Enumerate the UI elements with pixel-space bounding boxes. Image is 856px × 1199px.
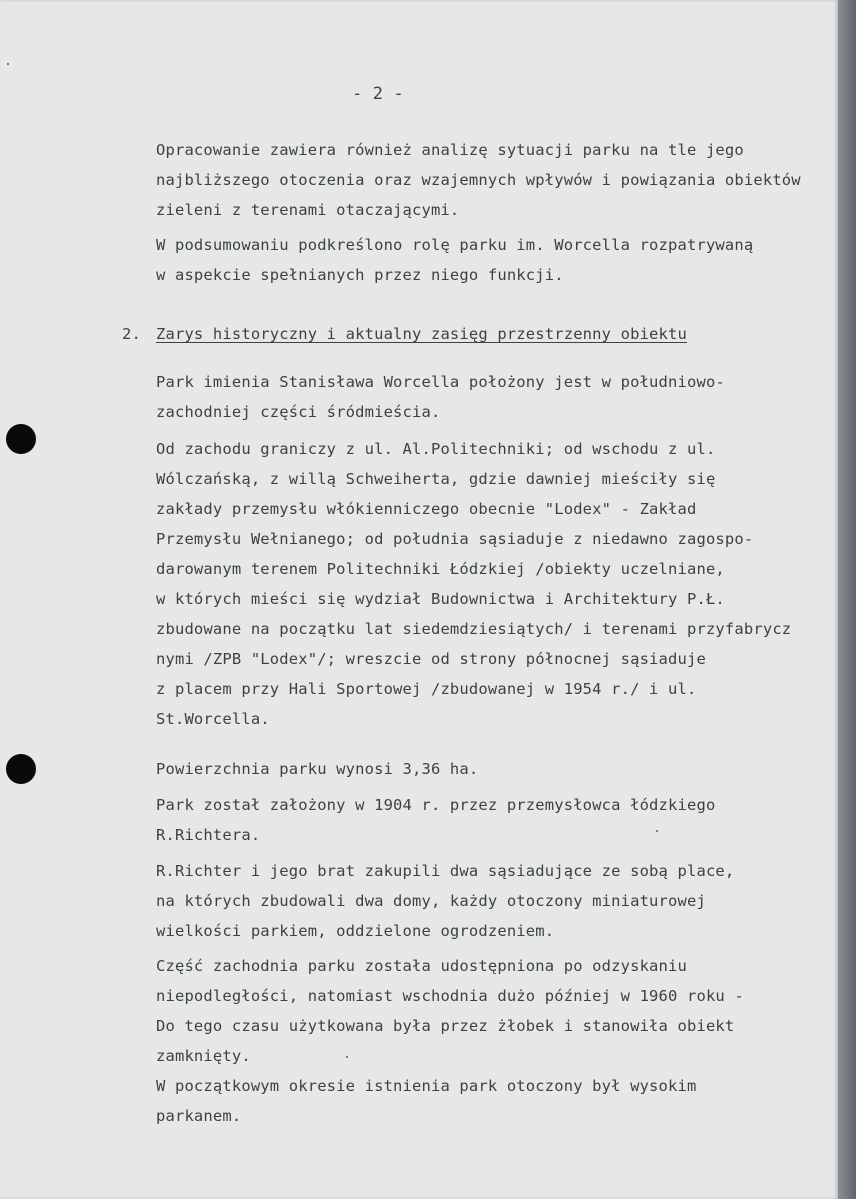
- section-heading: Zarys historyczny i aktualny zasięg przestrzenny obiektu: [156, 325, 687, 343]
- page-number: - 2 -: [352, 84, 404, 104]
- body-p4-line: Park został założony w 1904 r. przez przemysłowca łódzkiego: [156, 796, 716, 814]
- body-p6-line: zamknięty.: [156, 1047, 251, 1065]
- body-p6-line: Część zachodnia parku została udostępniona po odzyskaniu: [156, 957, 687, 975]
- paper-speck: [346, 1056, 348, 1058]
- intro-p1-line: najbliższego otoczenia oraz wzajemnych wpływów i powiązania obiektów: [156, 171, 801, 189]
- body-p2-line: z placem przy Hali Sportowej /zbudowanej w 1954 r./ i ul.: [156, 680, 697, 698]
- body-p5-line: R.Richter i jego brat zakupili dwa sąsiadujące ze sobą place,: [156, 862, 735, 880]
- body-p2-line: darowanym terenem Politechniki Łódzkiej /obiekty uczelniane,: [156, 560, 725, 578]
- intro-p2-line: W podsumowaniu podkreślono rolę parku im. Worcella rozpatrywaną: [156, 236, 754, 254]
- paper-speck: [7, 63, 9, 65]
- body-p5-line: na których zbudowali dwa domy, każdy otoczony miniaturowej: [156, 892, 706, 910]
- body-p1-line: zachodniej części śródmieścia.: [156, 403, 441, 421]
- punch-hole-top: [6, 424, 36, 454]
- intro-p2-line: w aspekcie spełnianych przez niego funkcji.: [156, 266, 564, 284]
- body-p3-line: Powierzchnia parku wynosi 3,36 ha.: [156, 760, 479, 778]
- body-p7-line: parkanem.: [156, 1107, 242, 1125]
- section-number: 2.: [122, 325, 141, 343]
- body-p7-line: W początkowym okresie istnienia park otoczony był wysokim: [156, 1077, 697, 1095]
- body-p2-line: nymi /ZPB "Lodex"/; wreszcie od strony północnej sąsiaduje: [156, 650, 706, 668]
- body-p2-line: Wólczańską, z willą Schweiherta, gdzie dawniej mieściły się: [156, 470, 716, 488]
- page-edge-shadow: [838, 0, 856, 1199]
- body-p2-line: Przemysłu Wełnianego; od południa sąsiaduje z niedawno zagospo-: [156, 530, 754, 548]
- body-p1-line: Park imienia Stanisława Worcella położony jest w południowo-: [156, 373, 725, 391]
- body-p2-line: zbudowane na początku lat siedemdziesiątych/ i terenami przyfabrycz: [156, 620, 792, 638]
- body-p4-line: R.Richtera.: [156, 826, 261, 844]
- intro-p1-line: Opracowanie zawiera również analizę sytuacji parku na tle jego: [156, 141, 744, 159]
- body-p6-line: niepodległości, natomiast wschodnia dużo później w 1960 roku -: [156, 987, 744, 1005]
- body-p2-line: Od zachodu graniczy z ul. Al.Politechniki; od wschodu z ul.: [156, 440, 716, 458]
- body-p2-line: St.Worcella.: [156, 710, 270, 728]
- body-p2-line: w których mieści się wydział Budownictwa i Architektury P.Ł.: [156, 590, 725, 608]
- intro-p1-line: zieleni z terenami otaczającymi.: [156, 201, 460, 219]
- punch-hole-bottom: [6, 754, 36, 784]
- paper-speck: [656, 830, 658, 832]
- body-p6-line: Do tego czasu użytkowana była przez żłobek i stanowiła obiekt: [156, 1017, 735, 1035]
- body-p5-line: wielkości parkiem, oddzielone ogrodzeniem.: [156, 922, 555, 940]
- body-p2-line: zakłady przemysłu włókienniczego obecnie "Lodex" - Zakład: [156, 500, 697, 518]
